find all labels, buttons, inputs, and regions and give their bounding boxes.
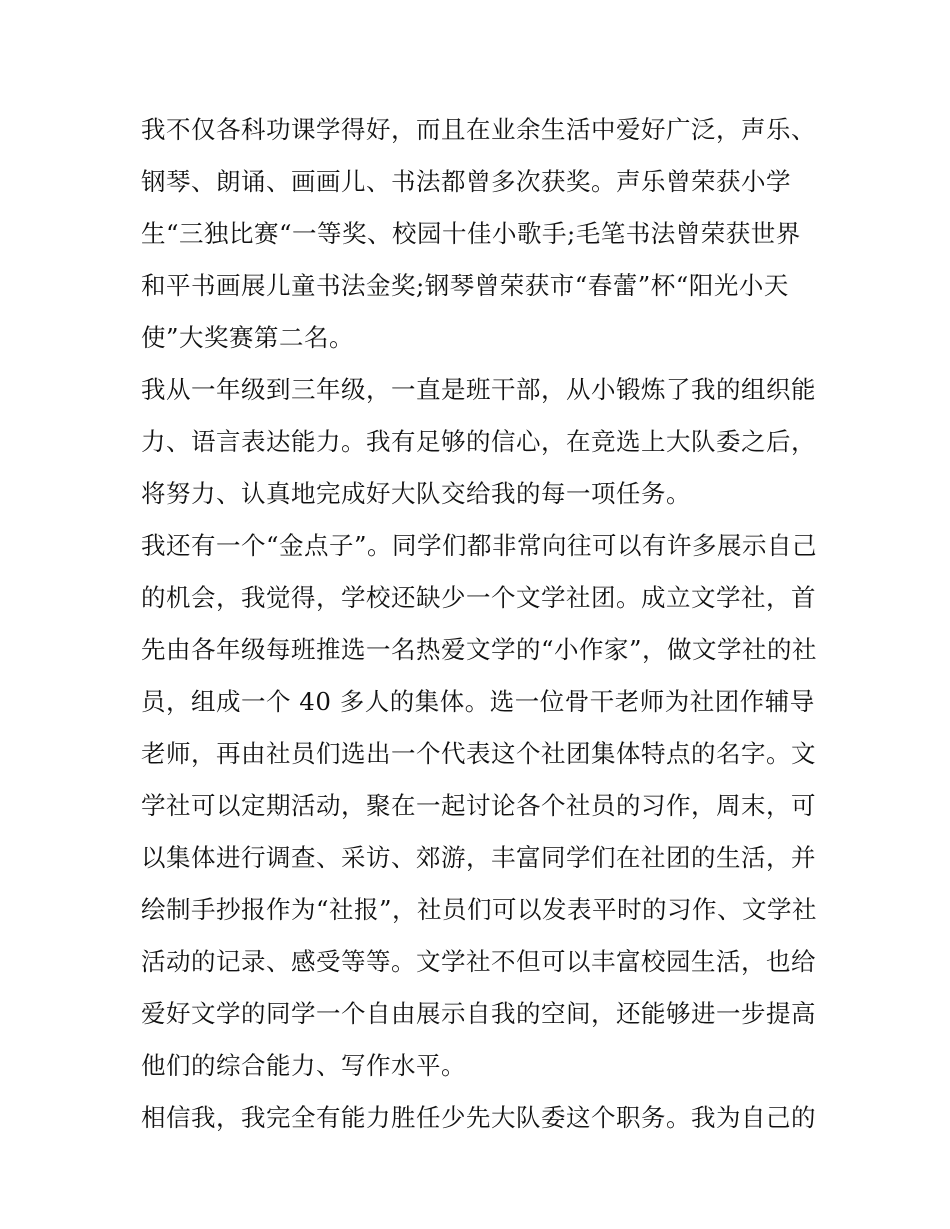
text-line: 他们的综合能力、写作水平。: [141, 1051, 466, 1080]
text-line: 和平书画展儿童书法金奖;钢琴曾荣获市“春蕾”杯“阳光小天: [141, 271, 789, 300]
text-line: 活动的记录、感受等等。文学社不但可以丰富校园生活，也给: [141, 947, 816, 976]
text-line: 以集体进行调查、采访、郊游，丰富同学们在社团的生活，并: [141, 843, 816, 872]
text-line: 钢琴、朗诵、画画儿、书法都曾多次获奖。声乐曾荣获小学: [141, 167, 791, 196]
text-line: 我不仅各科功课学得好，而且在业余生活中爱好广泛，声乐、: [141, 115, 816, 144]
text-line: 生“三独比赛“一等奖、校园十佳小歌手;毛笔书法曾荣获世界: [141, 219, 801, 248]
text-line: 我还有一个“金点子”。同学们都非常向往可以有许多展示自己: [141, 531, 818, 560]
text-line: 老师，再由社员们选出一个代表这个社团集体特点的名字。文: [141, 739, 816, 768]
body-text: [141, 104, 821, 1144]
text-line: 学社可以定期活动，聚在一起讨论各个社员的习作，周末，可: [141, 791, 816, 820]
text-line: 先由各年级每班推选一名热爱文学的“小作家”，做文学社的社: [141, 635, 818, 664]
text-line: 员，组成一个 40 多人的集体。选一位骨干老师为社团作辅导: [141, 687, 815, 716]
text-line: 相信我，我完全有能力胜任少先大队委这个职务。我为自己的: [141, 1103, 816, 1132]
text-line: 爱好文学的同学一个自由展示自我的空间，还能够进一步提高: [141, 999, 816, 1028]
text-line: 绘制手抄报作为“社报”，社员们可以发表平时的习作、文学社: [141, 895, 818, 924]
text-line: 的机会，我觉得，学校还缺少一个文学社团。成立文学社，首: [141, 583, 816, 612]
text-line: 使”大奖赛第二名。: [141, 323, 355, 352]
text-line: 力、语言表达能力。我有足够的信心，在竞选上大队委之后，: [141, 427, 816, 456]
text-line: 将努力、认真地完成好大队交给我的每一项任务。: [141, 479, 691, 508]
text-line: 我从一年级到三年级，一直是班干部，从小锻炼了我的组织能: [141, 375, 816, 404]
